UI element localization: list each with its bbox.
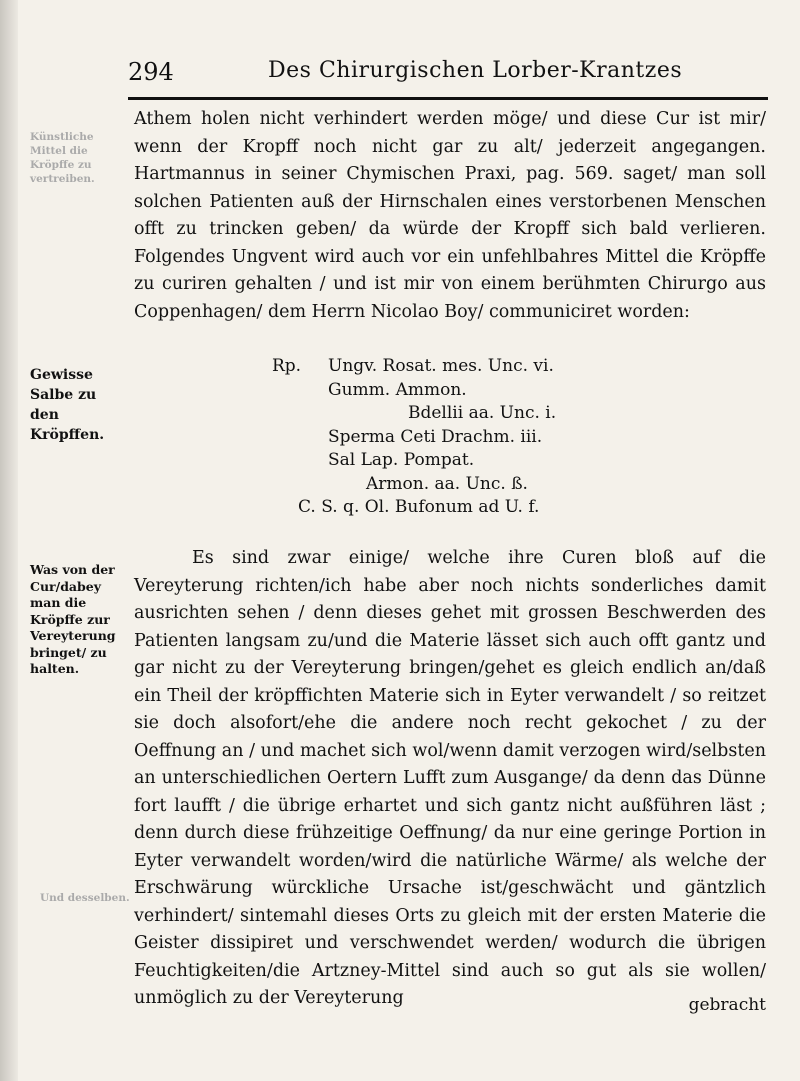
page-header xyxy=(128,58,768,92)
recipe-block xyxy=(272,355,652,520)
header-rule xyxy=(128,97,768,100)
recipe-line: Gumm. Ammon. xyxy=(328,379,467,400)
margin-note-salbe: Gewisse Salbe zu den Kröpffen. xyxy=(30,367,105,443)
recipe-line: Armon. aa. Unc. ß. xyxy=(366,473,528,494)
paragraph-1: Athem holen nicht verhindert werden möge/ und diese Cur ist mir/ wenn der Kropff noch nicht gar zu alt/ jederzeit angegangen. Hartmannus in seiner Chymischen Praxi, pag. 569. saget/ man soll solchen Patienten auß der Hirnschalen eines verstorbenen Menschen offt zu trincken geben/ da würde der Kropff sich bald verlieren. Folgendes Ungvent wird auch vor ein unfehlbahres Mittel die Kröpffe zu curiren gehalten / und ist mir von einem berühmten Chirurgo aus Coppenhagen/ dem Herrn Nicolao Boy/ communiciret worden: xyxy=(134,109,766,322)
recipe-line xyxy=(272,355,652,379)
recipe-line: C. S. q. Ol. Bufonum ad U. f. xyxy=(298,497,540,517)
paragraph-2: Es sind zwar einige/ welche ihre Curen bloß auf die Vereyterung richten/ich habe aber noch nichts sonderliches damit ausrichten sehen / denn dieses gehet mit grossen Beschwerden des Patienten langsam zu/und die Materie lässet sich auch offt gantz und gar nicht zu der Vereyterung bringen/gehet es gleich endlich an/daß ein Theil der kröpffichten Materie sich in Eyter verwandelt / so reitzet sie doch alsofort/ehe die andere noch recht gekochet / zu der Oeffnung an / und machet sich wol/wenn damit verzogen wird/selbsten an unterschiedlichen Oertern Lufft zum Ausgange/ da denn das Dünne fort laufft / die übrige erhartet und sich gantz nicht außführen läst ; denn durch diese frühzeitige Oeffnung/ da nur eine geringe Portion in Eyter verwandelt worden/wird die natürliche Wärme/ als welche der Erschwärung würckliche Ursache ist/geschwächt und gäntzlich verhindert/ sintemahl dieses Orts zu gleich mit der ersten Materie die Geister dissipiret und verschwendet werden/ wodurch die übrigen Feuchtigkeiten/die Artzney-Mittel sind auch so gut als sie wollen/ unmöglich zu der Vereyterung xyxy=(134,548,766,1008)
recipe-rp-label: Rp. xyxy=(272,356,302,376)
catchword: gebracht xyxy=(688,995,766,1015)
margin-note-vereyterung: Was von der Cur/dabey man die Kröpffe zur Vereyterung bringet/ zu halten. xyxy=(30,562,116,676)
page-gutter xyxy=(0,0,18,1081)
margin-note-faded-top: Künstliche Mittel die Kröpffe zu vertreiben. xyxy=(30,131,95,185)
recipe-line: Sperma Ceti Drachm. iii. xyxy=(328,426,543,447)
recipe-line: Sal Lap. Pompat. xyxy=(328,450,475,470)
margin-note-faded-bottom: Und desselben. xyxy=(40,892,130,904)
recipe-line-text: Ungv. Rosat. mes. Unc. vi. xyxy=(328,356,554,376)
page-number: 294 xyxy=(128,58,174,86)
recipe-line: Bdellii aa. Unc. i. xyxy=(408,403,557,423)
running-title: Des Chirurgischen Lorber-Krantzes xyxy=(268,58,683,83)
